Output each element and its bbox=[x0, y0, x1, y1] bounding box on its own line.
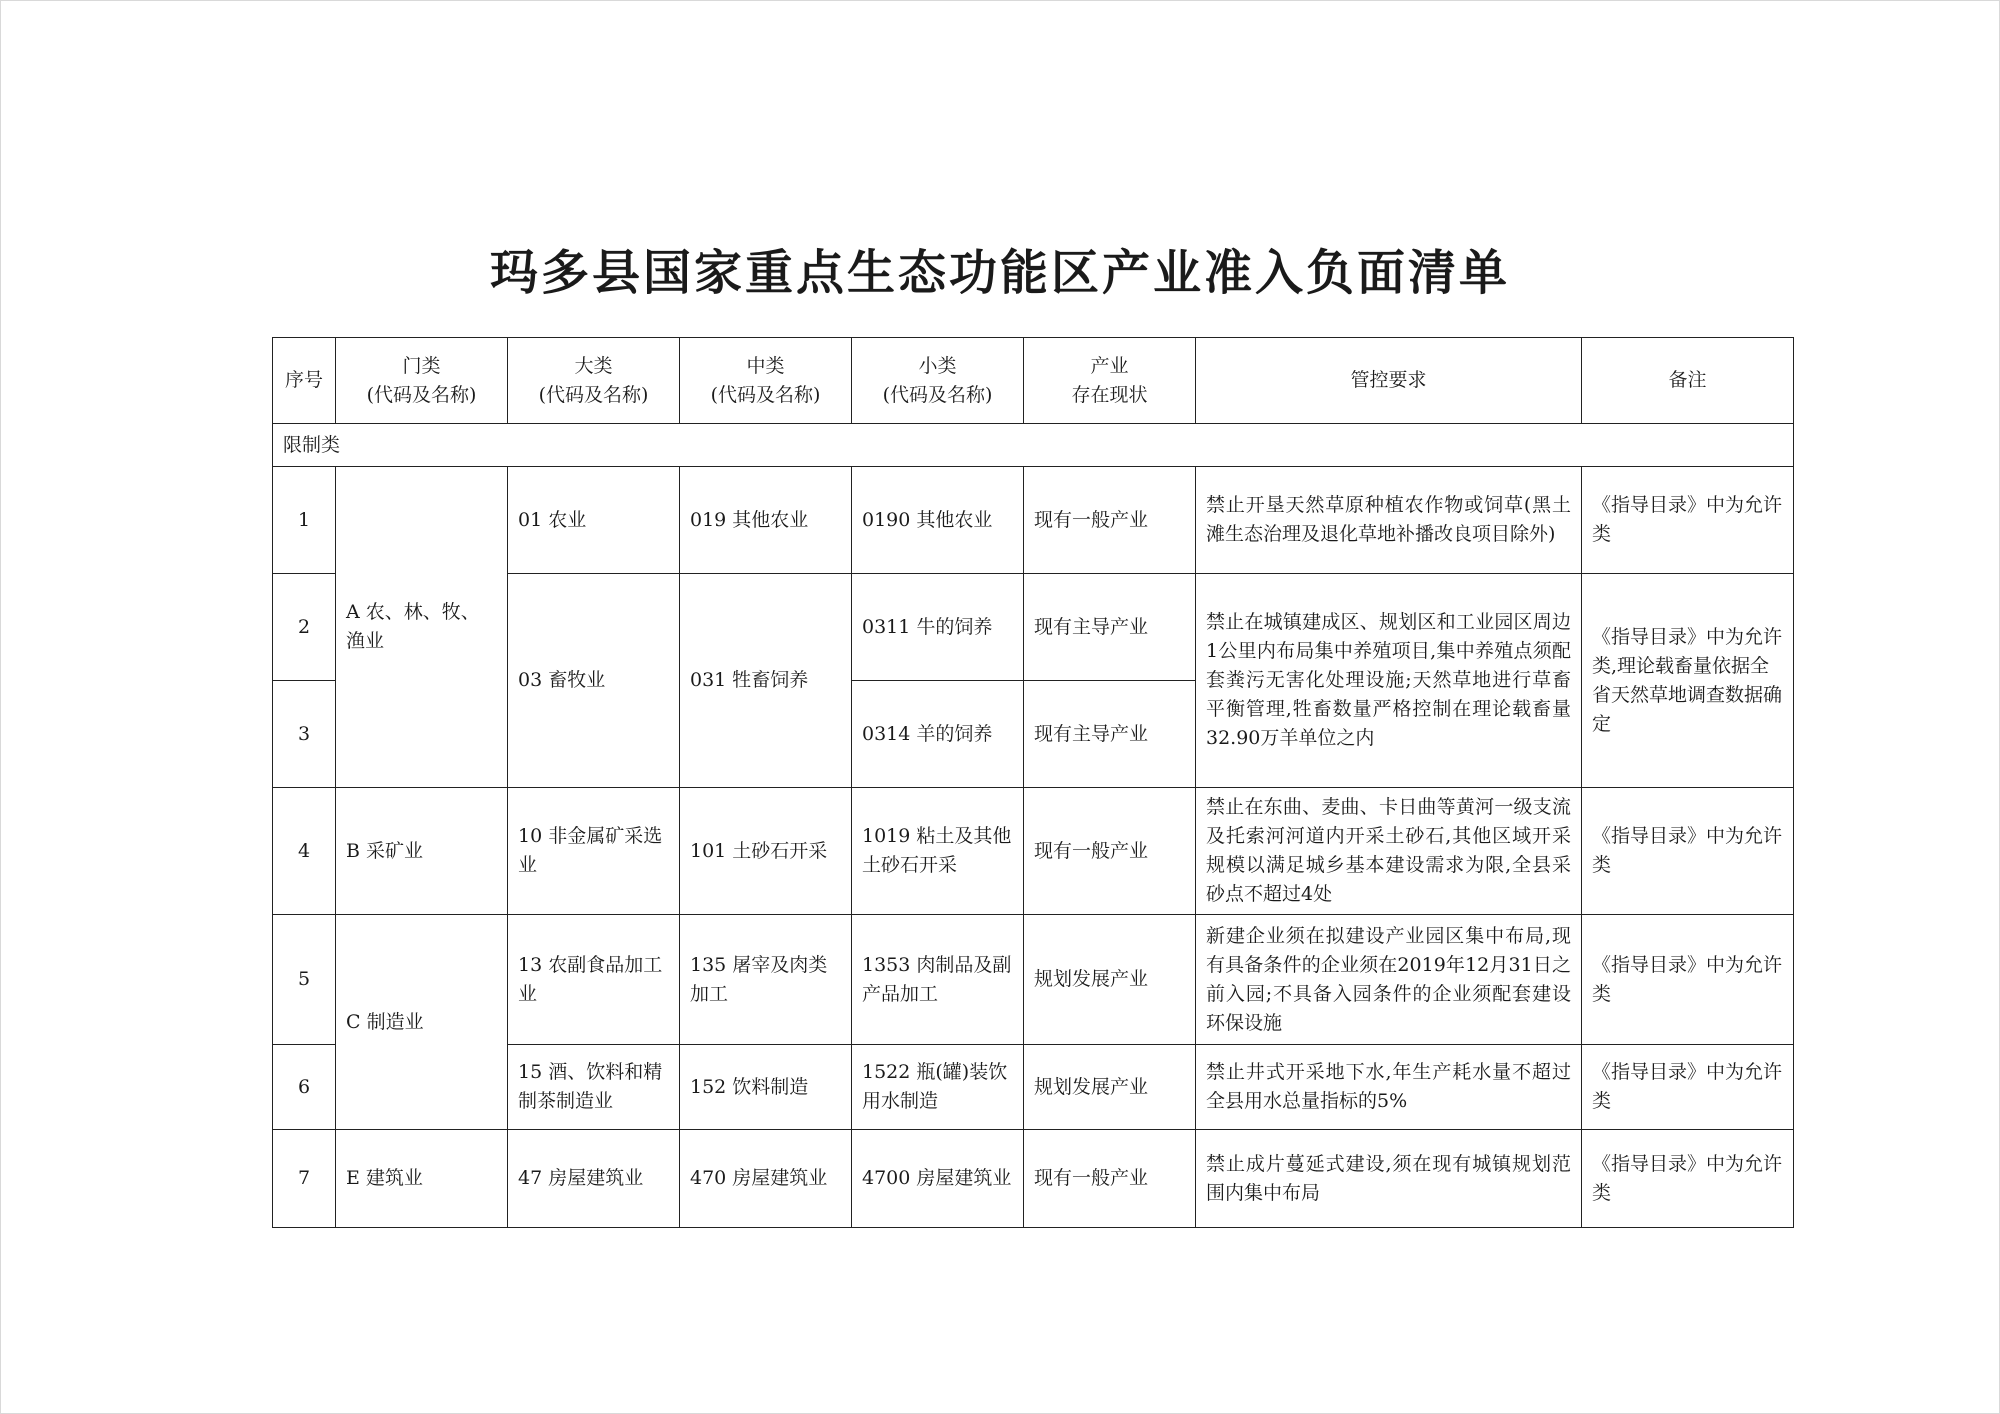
cell-door: A 农、林、牧、渔业 bbox=[336, 467, 508, 788]
cell-middle: 031 牲畜饲养 bbox=[680, 574, 852, 788]
cell-minor: 0190 其他农业 bbox=[852, 467, 1024, 574]
cell-minor: 0311 牛的饲养 bbox=[852, 574, 1024, 681]
cell-middle: 019 其他农业 bbox=[680, 467, 852, 574]
table-row bbox=[273, 788, 1794, 915]
cell-remark: 《指导目录》中为允许类 bbox=[1582, 915, 1794, 1045]
header-middle bbox=[680, 338, 852, 424]
header-minor-note: (代码及名称) bbox=[882, 383, 993, 406]
cell-minor: 1019 粘土及其他土砂石开采 bbox=[852, 788, 1024, 915]
header-door-note: (代码及名称) bbox=[366, 383, 477, 406]
cell-minor: 4700 房屋建筑业 bbox=[852, 1130, 1024, 1228]
cell-middle: 152 饮料制造 bbox=[680, 1045, 852, 1130]
document-title: 玛多县国家重点生态功能区产业准入负面清单 bbox=[489, 245, 1510, 301]
cell-status: 规划发展产业 bbox=[1024, 1045, 1196, 1130]
cell-control: 禁止在城镇建成区、规划区和工业园区周边1公里内布局集中养殖项目,集中养殖点须配套粪污无害化处理设施;天然草地进行草畜平衡管理,牲畜数量严格控制在理论载畜量32.90万羊单位之内 bbox=[1196, 574, 1582, 788]
table-row bbox=[273, 467, 1794, 574]
cell-major: 13 农副食品加工业 bbox=[508, 915, 680, 1045]
cell-status: 现有主导产业 bbox=[1024, 681, 1196, 788]
table-row bbox=[273, 915, 1794, 1045]
cell-door: B 采矿业 bbox=[336, 788, 508, 915]
header-seq: 序号 bbox=[273, 338, 336, 424]
cell-door: E 建筑业 bbox=[336, 1130, 508, 1228]
header-middle-name: 中类 bbox=[746, 354, 785, 377]
header-row bbox=[273, 338, 1794, 424]
cell-remark: 《指导目录》中为允许类 bbox=[1582, 1130, 1794, 1228]
cell-remark: 《指导目录》中为允许类 bbox=[1582, 467, 1794, 574]
cell-control: 新建企业须在拟建设产业园区集中布局,现有具备条件的企业须在2019年12月31日之前入园;不具备入园条件的企业须配套建设环保设施 bbox=[1196, 915, 1582, 1045]
cell-seq: 2 bbox=[273, 574, 336, 681]
cell-middle: 135 屠宰及肉类加工 bbox=[680, 915, 852, 1045]
cell-middle: 101 土砂石开采 bbox=[680, 788, 852, 915]
cell-control: 禁止开垦天然草原种植农作物或饲草(黑土滩生态治理及退化草地补播改良项目除外) bbox=[1196, 467, 1582, 574]
header-minor bbox=[852, 338, 1024, 424]
header-major-note: (代码及名称) bbox=[538, 383, 649, 406]
cell-status: 现有一般产业 bbox=[1024, 1130, 1196, 1228]
header-status bbox=[1024, 338, 1196, 424]
header-control: 管控要求 bbox=[1196, 338, 1582, 424]
cell-status: 规划发展产业 bbox=[1024, 915, 1196, 1045]
cell-seq: 3 bbox=[273, 681, 336, 788]
cell-remark: 《指导目录》中为允许类 bbox=[1582, 1045, 1794, 1130]
cell-major: 10 非金属矿采选业 bbox=[508, 788, 680, 915]
cell-remark: 《指导目录》中为允许类 bbox=[1582, 788, 1794, 915]
header-door-name: 门类 bbox=[402, 354, 441, 377]
cell-door: C 制造业 bbox=[336, 915, 508, 1130]
header-status-line1: 产业 bbox=[1090, 354, 1129, 377]
cell-seq: 5 bbox=[273, 915, 336, 1045]
cell-middle: 470 房屋建筑业 bbox=[680, 1130, 852, 1228]
negative-list-table bbox=[272, 337, 1794, 1228]
cell-status: 现有一般产业 bbox=[1024, 467, 1196, 574]
cell-seq: 6 bbox=[273, 1045, 336, 1130]
cell-control: 禁止成片蔓延式建设,须在现有城镇规划范围内集中布局 bbox=[1196, 1130, 1582, 1228]
cell-major: 47 房屋建筑业 bbox=[508, 1130, 680, 1228]
cell-major: 03 畜牧业 bbox=[508, 574, 680, 788]
cell-control: 禁止井式开采地下水,年生产耗水量不超过全县用水总量指标的5% bbox=[1196, 1045, 1582, 1130]
header-status-line2: 存在现状 bbox=[1071, 383, 1148, 406]
cell-minor: 1522 瓶(罐)装饮用水制造 bbox=[852, 1045, 1024, 1130]
header-minor-name: 小类 bbox=[918, 354, 957, 377]
table-row bbox=[273, 1130, 1794, 1228]
header-remark: 备注 bbox=[1582, 338, 1794, 424]
cell-major: 15 酒、饮料和精制茶制造业 bbox=[508, 1045, 680, 1130]
cell-seq: 1 bbox=[273, 467, 336, 574]
cell-minor: 1353 肉制品及副产品加工 bbox=[852, 915, 1024, 1045]
cell-seq: 4 bbox=[273, 788, 336, 915]
cell-seq: 7 bbox=[273, 1130, 336, 1228]
cell-status: 现有一般产业 bbox=[1024, 788, 1196, 915]
cell-remark: 《指导目录》中为允许类,理论载畜量依据全省天然草地调查数据确定 bbox=[1582, 574, 1794, 788]
header-door bbox=[336, 338, 508, 424]
cell-status: 现有主导产业 bbox=[1024, 574, 1196, 681]
header-middle-note: (代码及名称) bbox=[710, 383, 821, 406]
header-major bbox=[508, 338, 680, 424]
category-row bbox=[273, 424, 1794, 467]
category-label: 限制类 bbox=[273, 424, 1794, 467]
header-major-name: 大类 bbox=[574, 354, 613, 377]
cell-minor: 0314 羊的饲养 bbox=[852, 681, 1024, 788]
cell-major: 01 农业 bbox=[508, 467, 680, 574]
cell-control: 禁止在东曲、麦曲、卡日曲等黄河一级支流及托索河河道内开采土砂石,其他区域开采规模以满足城乡基本建设需求为限,全县采砂点不超过4处 bbox=[1196, 788, 1582, 915]
